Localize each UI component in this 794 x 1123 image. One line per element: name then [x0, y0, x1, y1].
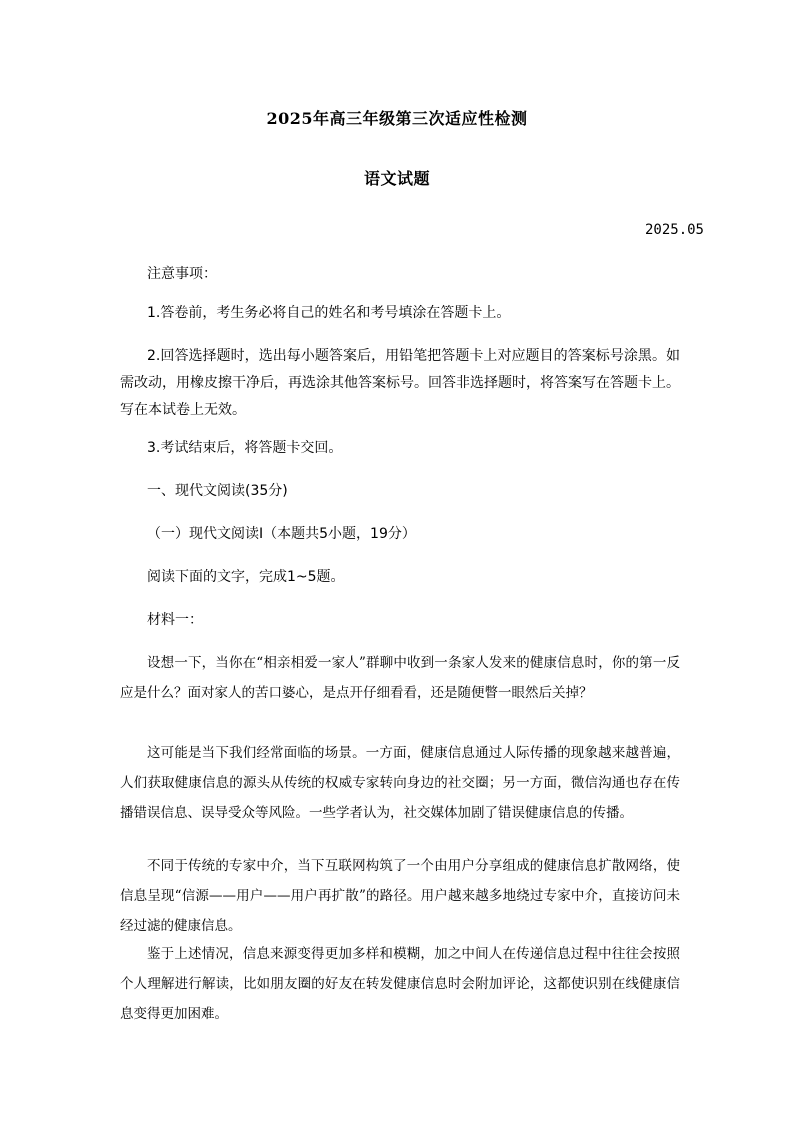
notice-item-3: 3.考试结束后，将答题卡交回。 [147, 440, 343, 456]
material-paragraph-4: 鉴于上述情况，信息来源变得更加多样和模糊，加之中间人在传递信息过程中往往会按照个人理解进行解读，比如朋友圈的好友在转发健康信息时会附加评论，这都使识别在线健康信息变得更加困难。 [120, 946, 680, 1022]
notice-item-1: 1.答卷前，考生务必将自己的姓名和考号填涂在答题卡上。 [147, 305, 511, 321]
exam-title: 2025年高三年级第三次适应性检测 [266, 109, 528, 128]
material-paragraph-3: 不同于传统的专家中介，当下互联网构筑了一个由用户分享组成的健康信息扩散网络，使信息呈现“信源——用户——用户再扩散”的路径。用户越来越多地绕过专家中介，直接访问未经过滤的健康信息。 [120, 858, 680, 934]
material-label: 材料一： [147, 612, 203, 628]
notice-heading: 注意事项： [147, 266, 217, 282]
subject-title: 语文试题 [363, 169, 430, 188]
reading-instruction: 阅读下面的文字，完成1~5题。 [147, 569, 345, 585]
section-subheading: （一）现代文阅读Ⅰ（本题共5小题，19分） [147, 526, 416, 542]
material-paragraph-2: 这可能是当下我们经常面临的场景。一方面，健康信息通过人际传播的现象越来越普遍，人们获取健康信息的源头从传统的权威专家转向身边的社交圈；另一方面，微信沟通也存在传播错误信息、误导受众等风险。一些学者认为，社交媒体加剧了错误健康信息的传播。 [120, 745, 680, 821]
section-heading: 一、现代文阅读(35分) [147, 483, 288, 499]
exam-date: 2025.05 [644, 222, 704, 238]
notice-item-2: 2.回答选择题时，选出每小题答案后，用铅笔把答题卡上对应题目的答案标号涂黑。如需改动，用橡皮擦干净后，再选涂其他答案标号。回答非选择题时，将答案写在答题卡上。写在本试卷上无效。 [120, 348, 680, 418]
material-paragraph-1: 设想一下，当你在“相亲相爱一家人”群聊中收到一条家人发来的健康信息时，你的第一反应是什么？面对家人的苦口婆心，是点开仔细看看，还是随便瞥一眼然后关掉？ [120, 655, 680, 701]
